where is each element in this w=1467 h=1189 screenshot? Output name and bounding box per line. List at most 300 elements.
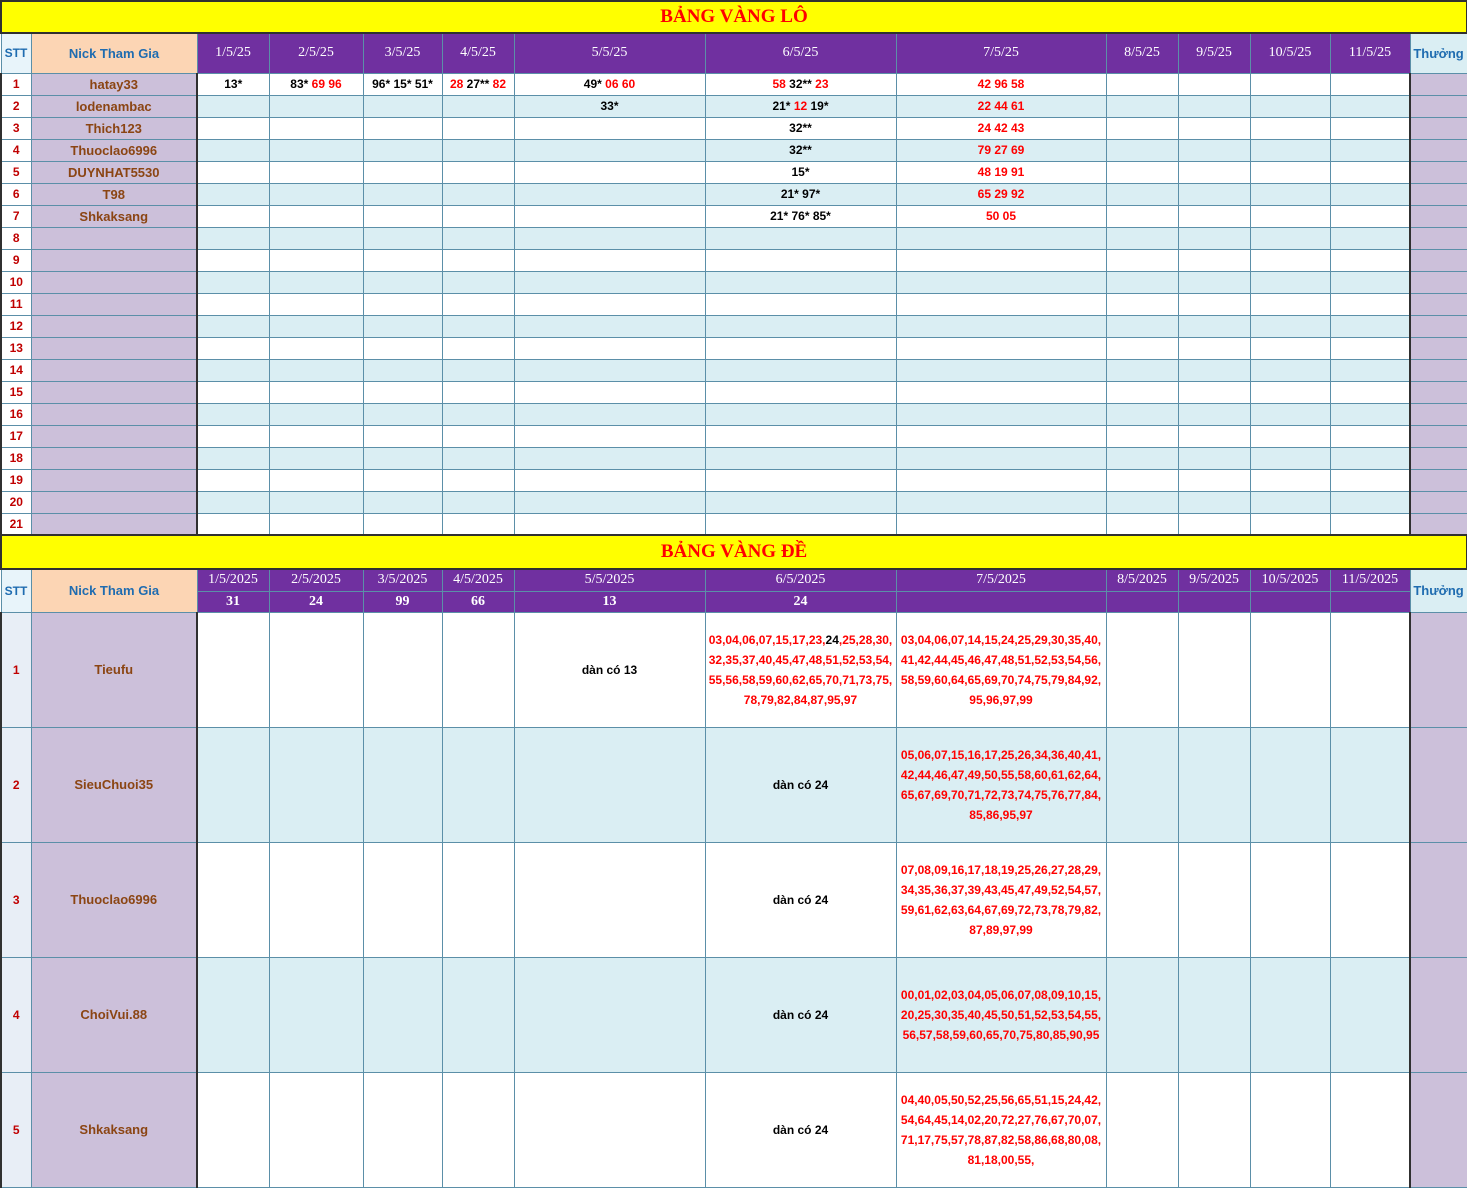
lo-cell[interactable] bbox=[442, 513, 514, 535]
number-black: 32** bbox=[789, 121, 812, 135]
lo-row-nick bbox=[31, 337, 197, 359]
lo-cell[interactable] bbox=[1250, 491, 1330, 513]
lo-cell[interactable] bbox=[363, 381, 442, 403]
lo-cell[interactable] bbox=[442, 425, 514, 447]
de-cell[interactable] bbox=[1178, 1072, 1250, 1187]
number-black: dàn có 24 bbox=[772, 1122, 829, 1137]
lo-cell[interactable] bbox=[705, 293, 896, 315]
lo-cell[interactable] bbox=[1106, 425, 1178, 447]
lo-cell[interactable] bbox=[1106, 491, 1178, 513]
lo-cell[interactable] bbox=[442, 161, 514, 183]
lo-cell[interactable] bbox=[896, 271, 1106, 293]
lo-cell[interactable] bbox=[1250, 73, 1330, 95]
lo-cell[interactable] bbox=[363, 73, 442, 95]
lo-cell[interactable] bbox=[363, 139, 442, 161]
de-cell[interactable] bbox=[896, 612, 1106, 727]
de-cell[interactable] bbox=[896, 727, 1106, 842]
lo-cell[interactable] bbox=[896, 381, 1106, 403]
lo-cell[interactable] bbox=[514, 139, 705, 161]
lo-cell[interactable] bbox=[442, 293, 514, 315]
lo-cell[interactable] bbox=[514, 205, 705, 227]
lo-row-stt: 1 bbox=[1, 73, 31, 95]
de-cell[interactable] bbox=[1330, 1072, 1410, 1187]
lo-cell[interactable] bbox=[1178, 337, 1250, 359]
lo-cell[interactable] bbox=[363, 293, 442, 315]
de-cell[interactable] bbox=[1106, 957, 1178, 1072]
lo-cell[interactable] bbox=[1250, 227, 1330, 249]
de-cell[interactable] bbox=[197, 957, 269, 1072]
lo-cell[interactable] bbox=[514, 249, 705, 271]
de-cell[interactable] bbox=[705, 727, 896, 842]
lo-cell[interactable] bbox=[269, 315, 363, 337]
lo-cell[interactable] bbox=[705, 403, 896, 425]
lo-cell[interactable] bbox=[514, 271, 705, 293]
lo-cell[interactable] bbox=[1250, 205, 1330, 227]
lo-cell[interactable] bbox=[896, 117, 1106, 139]
de-cell[interactable] bbox=[442, 842, 514, 957]
lo-cell[interactable] bbox=[705, 447, 896, 469]
lo-cell[interactable] bbox=[705, 381, 896, 403]
lo-cell[interactable] bbox=[197, 425, 269, 447]
lo-cell[interactable] bbox=[896, 73, 1106, 95]
lo-cell[interactable] bbox=[896, 95, 1106, 117]
de-cell[interactable] bbox=[442, 727, 514, 842]
lo-cell[interactable] bbox=[514, 337, 705, 359]
lo-cell[interactable] bbox=[1106, 381, 1178, 403]
lo-cell[interactable] bbox=[1330, 117, 1410, 139]
lo-cell[interactable] bbox=[197, 227, 269, 249]
lo-cell[interactable] bbox=[1178, 403, 1250, 425]
lo-cell[interactable] bbox=[896, 139, 1106, 161]
de-cell[interactable] bbox=[1250, 612, 1330, 727]
lo-cell[interactable] bbox=[705, 513, 896, 535]
lo-cell[interactable] bbox=[1330, 469, 1410, 491]
lo-cell[interactable] bbox=[442, 271, 514, 293]
de-cell[interactable] bbox=[705, 842, 896, 957]
lo-cell[interactable] bbox=[363, 95, 442, 117]
lo-cell[interactable] bbox=[197, 249, 269, 271]
de-cell[interactable] bbox=[442, 1072, 514, 1187]
de-cell[interactable] bbox=[1106, 842, 1178, 957]
lo-cell[interactable] bbox=[514, 359, 705, 381]
lo-cell[interactable] bbox=[896, 161, 1106, 183]
lo-cell[interactable] bbox=[896, 249, 1106, 271]
lo-cell[interactable] bbox=[1106, 161, 1178, 183]
lo-cell[interactable] bbox=[1178, 139, 1250, 161]
lo-cell[interactable] bbox=[269, 359, 363, 381]
lo-cell[interactable] bbox=[363, 359, 442, 381]
lo-cell[interactable] bbox=[1250, 447, 1330, 469]
lo-cell[interactable] bbox=[1178, 513, 1250, 535]
lo-cell[interactable] bbox=[1250, 381, 1330, 403]
lo-cell[interactable] bbox=[514, 425, 705, 447]
lo-cell[interactable] bbox=[1106, 337, 1178, 359]
de-cell[interactable] bbox=[269, 727, 363, 842]
lo-header-date: 10/5/25 bbox=[1250, 33, 1330, 73]
lo-cell[interactable] bbox=[514, 469, 705, 491]
de-cell[interactable] bbox=[1250, 727, 1330, 842]
de-cell[interactable] bbox=[363, 612, 442, 727]
lo-cell[interactable] bbox=[705, 73, 896, 95]
lo-row-stt: 14 bbox=[1, 359, 31, 381]
lo-cell[interactable] bbox=[1330, 249, 1410, 271]
de-cell[interactable] bbox=[197, 612, 269, 727]
lo-cell[interactable] bbox=[705, 425, 896, 447]
number-black: dàn có 24 bbox=[772, 777, 829, 792]
lo-cell[interactable] bbox=[269, 381, 363, 403]
lo-cell[interactable] bbox=[1106, 139, 1178, 161]
de-cell[interactable] bbox=[1330, 612, 1410, 727]
de-cell[interactable] bbox=[514, 957, 705, 1072]
lo-cell[interactable] bbox=[363, 469, 442, 491]
lo-cell[interactable] bbox=[363, 161, 442, 183]
lo-cell[interactable] bbox=[1178, 491, 1250, 513]
lo-cell[interactable] bbox=[1106, 183, 1178, 205]
lo-cell[interactable] bbox=[269, 73, 363, 95]
de-cell[interactable] bbox=[1330, 957, 1410, 1072]
lo-cell[interactable] bbox=[363, 227, 442, 249]
lo-cell[interactable] bbox=[896, 293, 1106, 315]
de-cell[interactable] bbox=[1106, 727, 1178, 842]
lo-cell[interactable] bbox=[442, 249, 514, 271]
lo-cell[interactable] bbox=[197, 469, 269, 491]
de-cell[interactable] bbox=[896, 1072, 1106, 1187]
de-cell[interactable] bbox=[1178, 612, 1250, 727]
lo-cell[interactable] bbox=[197, 491, 269, 513]
lo-cell[interactable] bbox=[269, 491, 363, 513]
lo-cell[interactable] bbox=[197, 381, 269, 403]
lo-cell[interactable] bbox=[896, 425, 1106, 447]
lo-cell[interactable] bbox=[514, 293, 705, 315]
lo-cell[interactable] bbox=[1250, 425, 1330, 447]
de-cell[interactable] bbox=[896, 842, 1106, 957]
lo-cell[interactable] bbox=[1330, 403, 1410, 425]
lo-cell[interactable] bbox=[363, 425, 442, 447]
lo-cell[interactable] bbox=[1250, 359, 1330, 381]
lo-cell[interactable] bbox=[197, 447, 269, 469]
lo-cell[interactable] bbox=[269, 183, 363, 205]
lo-row-stt: 18 bbox=[1, 447, 31, 469]
lo-cell[interactable] bbox=[363, 271, 442, 293]
lo-cell[interactable] bbox=[705, 249, 896, 271]
lo-cell[interactable] bbox=[1330, 95, 1410, 117]
lo-cell[interactable] bbox=[197, 315, 269, 337]
lo-cell[interactable] bbox=[705, 337, 896, 359]
de-cell[interactable] bbox=[442, 957, 514, 1072]
lo-cell[interactable] bbox=[363, 513, 442, 535]
de-cell[interactable] bbox=[363, 727, 442, 842]
de-cell[interactable] bbox=[1330, 727, 1410, 842]
lo-cell[interactable] bbox=[269, 337, 363, 359]
lo-cell[interactable] bbox=[514, 315, 705, 337]
lo-cell[interactable] bbox=[269, 271, 363, 293]
lo-cell[interactable] bbox=[442, 469, 514, 491]
lo-cell[interactable] bbox=[197, 513, 269, 535]
lo-cell[interactable] bbox=[705, 315, 896, 337]
lo-cell[interactable] bbox=[705, 271, 896, 293]
lo-cell[interactable] bbox=[1330, 337, 1410, 359]
de-row-nick: SieuChuoi35 bbox=[31, 727, 197, 842]
lo-cell[interactable] bbox=[363, 315, 442, 337]
de-cell[interactable] bbox=[197, 727, 269, 842]
lo-cell[interactable] bbox=[1250, 513, 1330, 535]
lo-cell[interactable] bbox=[896, 469, 1106, 491]
lo-cell[interactable] bbox=[1250, 139, 1330, 161]
lo-cell[interactable] bbox=[442, 381, 514, 403]
lo-cell[interactable] bbox=[269, 513, 363, 535]
lo-cell[interactable] bbox=[197, 359, 269, 381]
lo-cell[interactable] bbox=[1178, 359, 1250, 381]
lo-cell[interactable] bbox=[269, 139, 363, 161]
lo-cell[interactable] bbox=[514, 95, 705, 117]
lo-cell[interactable] bbox=[269, 161, 363, 183]
de-cell[interactable] bbox=[442, 612, 514, 727]
lo-cell[interactable] bbox=[514, 73, 705, 95]
lo-cell[interactable] bbox=[363, 447, 442, 469]
lo-cell[interactable] bbox=[705, 491, 896, 513]
lo-cell[interactable] bbox=[442, 205, 514, 227]
lo-cell[interactable] bbox=[705, 117, 896, 139]
lo-cell[interactable] bbox=[1106, 73, 1178, 95]
lo-cell[interactable] bbox=[1178, 271, 1250, 293]
de-cell[interactable] bbox=[1106, 612, 1178, 727]
lo-cell[interactable] bbox=[1178, 447, 1250, 469]
de-cell[interactable] bbox=[269, 957, 363, 1072]
lo-cell[interactable] bbox=[896, 205, 1106, 227]
lo-cell[interactable] bbox=[442, 227, 514, 249]
lo-row-bonus bbox=[1410, 249, 1467, 271]
lo-cell[interactable] bbox=[514, 403, 705, 425]
lo-cell[interactable] bbox=[896, 403, 1106, 425]
de-cell[interactable] bbox=[1106, 1072, 1178, 1187]
lo-cell[interactable] bbox=[269, 469, 363, 491]
de-cell[interactable] bbox=[705, 1072, 896, 1187]
lo-cell[interactable] bbox=[1178, 73, 1250, 95]
lo-cell[interactable] bbox=[1178, 183, 1250, 205]
lo-cell[interactable] bbox=[363, 183, 442, 205]
de-cell[interactable] bbox=[514, 727, 705, 842]
lo-cell[interactable] bbox=[1178, 249, 1250, 271]
lo-cell[interactable] bbox=[442, 139, 514, 161]
lo-cell[interactable] bbox=[514, 161, 705, 183]
lo-cell[interactable] bbox=[442, 491, 514, 513]
lo-row-bonus bbox=[1410, 315, 1467, 337]
de-cell[interactable] bbox=[514, 1072, 705, 1187]
lo-cell[interactable] bbox=[363, 491, 442, 513]
lo-cell[interactable] bbox=[1106, 293, 1178, 315]
lo-cell[interactable] bbox=[1250, 161, 1330, 183]
lo-cell[interactable] bbox=[1178, 469, 1250, 491]
lo-cell[interactable] bbox=[1106, 249, 1178, 271]
lo-cell[interactable] bbox=[1330, 139, 1410, 161]
lo-cell[interactable] bbox=[1250, 183, 1330, 205]
lo-cell[interactable] bbox=[1330, 491, 1410, 513]
lo-cell[interactable] bbox=[896, 183, 1106, 205]
lo-cell[interactable] bbox=[363, 337, 442, 359]
lo-cell[interactable] bbox=[1106, 469, 1178, 491]
lo-cell[interactable] bbox=[269, 425, 363, 447]
lo-cell[interactable] bbox=[1178, 227, 1250, 249]
de-cell[interactable] bbox=[705, 957, 896, 1072]
lo-cell[interactable] bbox=[442, 447, 514, 469]
lo-cell[interactable] bbox=[896, 447, 1106, 469]
lo-cell[interactable] bbox=[896, 513, 1106, 535]
de-cell[interactable] bbox=[197, 1072, 269, 1187]
lo-cell[interactable] bbox=[363, 117, 442, 139]
lo-cell[interactable] bbox=[1250, 337, 1330, 359]
lo-cell[interactable] bbox=[705, 205, 896, 227]
lo-cell[interactable] bbox=[1178, 425, 1250, 447]
de-cell[interactable] bbox=[197, 842, 269, 957]
lo-cell[interactable] bbox=[197, 139, 269, 161]
lo-cell[interactable] bbox=[197, 293, 269, 315]
lo-cell[interactable] bbox=[269, 227, 363, 249]
lo-cell[interactable] bbox=[363, 403, 442, 425]
de-cell[interactable] bbox=[269, 842, 363, 957]
lo-cell[interactable] bbox=[514, 513, 705, 535]
de-cell[interactable] bbox=[514, 612, 705, 727]
lo-cell[interactable] bbox=[1178, 381, 1250, 403]
lo-cell[interactable] bbox=[442, 359, 514, 381]
lo-cell[interactable] bbox=[1330, 293, 1410, 315]
lo-cell[interactable] bbox=[1250, 293, 1330, 315]
lo-cell[interactable] bbox=[514, 117, 705, 139]
lo-cell[interactable] bbox=[269, 117, 363, 139]
lo-cell[interactable] bbox=[1106, 513, 1178, 535]
lo-cell[interactable] bbox=[1106, 359, 1178, 381]
lo-cell[interactable] bbox=[269, 293, 363, 315]
lo-cell[interactable] bbox=[197, 73, 269, 95]
lo-cell[interactable] bbox=[1106, 227, 1178, 249]
lo-cell[interactable] bbox=[1330, 183, 1410, 205]
de-cell[interactable] bbox=[1250, 1072, 1330, 1187]
lo-cell[interactable] bbox=[705, 359, 896, 381]
de-cell[interactable] bbox=[1250, 842, 1330, 957]
lo-cell[interactable] bbox=[514, 381, 705, 403]
lo-cell[interactable] bbox=[896, 315, 1106, 337]
lo-cell[interactable] bbox=[1330, 205, 1410, 227]
lo-cell[interactable] bbox=[514, 183, 705, 205]
lo-cell[interactable] bbox=[1330, 425, 1410, 447]
de-cell[interactable] bbox=[1178, 957, 1250, 1072]
de-cell[interactable] bbox=[1330, 842, 1410, 957]
lo-cell[interactable] bbox=[1250, 271, 1330, 293]
lo-cell[interactable] bbox=[1106, 315, 1178, 337]
lo-cell[interactable] bbox=[705, 95, 896, 117]
lo-cell[interactable] bbox=[896, 227, 1106, 249]
lo-cell[interactable] bbox=[1330, 381, 1410, 403]
lo-cell[interactable] bbox=[1330, 447, 1410, 469]
lo-cell[interactable] bbox=[442, 403, 514, 425]
lo-cell[interactable] bbox=[442, 315, 514, 337]
lo-cell[interactable] bbox=[363, 205, 442, 227]
lo-cell[interactable] bbox=[705, 139, 896, 161]
lo-cell[interactable] bbox=[269, 205, 363, 227]
lo-cell[interactable] bbox=[514, 447, 705, 469]
lo-cell[interactable] bbox=[1330, 161, 1410, 183]
lo-cell[interactable] bbox=[442, 73, 514, 95]
lo-cell[interactable] bbox=[442, 95, 514, 117]
lo-cell[interactable] bbox=[514, 491, 705, 513]
lo-cell[interactable] bbox=[1250, 315, 1330, 337]
lo-cell[interactable] bbox=[1106, 403, 1178, 425]
lo-cell[interactable] bbox=[442, 117, 514, 139]
lo-cell[interactable] bbox=[1106, 271, 1178, 293]
lo-cell[interactable] bbox=[197, 271, 269, 293]
lo-cell[interactable] bbox=[442, 183, 514, 205]
de-cell[interactable] bbox=[1178, 842, 1250, 957]
lo-cell[interactable] bbox=[1250, 403, 1330, 425]
lo-cell[interactable] bbox=[363, 249, 442, 271]
lo-cell[interactable] bbox=[1330, 227, 1410, 249]
lo-cell[interactable] bbox=[1330, 513, 1410, 535]
lo-cell[interactable] bbox=[442, 337, 514, 359]
lo-cell[interactable] bbox=[197, 117, 269, 139]
lo-cell[interactable] bbox=[1178, 161, 1250, 183]
lo-cell[interactable] bbox=[1106, 205, 1178, 227]
lo-cell[interactable] bbox=[1106, 117, 1178, 139]
lo-cell[interactable] bbox=[269, 249, 363, 271]
lo-cell[interactable] bbox=[1330, 359, 1410, 381]
lo-cell[interactable] bbox=[197, 337, 269, 359]
lo-cell[interactable] bbox=[1178, 315, 1250, 337]
lo-cell[interactable] bbox=[269, 95, 363, 117]
lo-cell[interactable] bbox=[197, 403, 269, 425]
lo-row-nick: T98 bbox=[31, 183, 197, 205]
bang-vang-de-table bbox=[0, 534, 1467, 1188]
lo-cell[interactable] bbox=[896, 491, 1106, 513]
lo-cell[interactable] bbox=[197, 205, 269, 227]
lo-cell[interactable] bbox=[1178, 205, 1250, 227]
lo-cell[interactable] bbox=[514, 227, 705, 249]
de-cell[interactable] bbox=[363, 957, 442, 1072]
de-cell[interactable] bbox=[269, 612, 363, 727]
lo-cell[interactable] bbox=[269, 447, 363, 469]
de-cell[interactable] bbox=[1250, 957, 1330, 1072]
lo-cell[interactable] bbox=[1106, 447, 1178, 469]
lo-cell[interactable] bbox=[1250, 249, 1330, 271]
lo-cell[interactable] bbox=[1250, 95, 1330, 117]
lo-cell[interactable] bbox=[1250, 469, 1330, 491]
lo-cell[interactable] bbox=[1330, 271, 1410, 293]
lo-cell[interactable] bbox=[705, 227, 896, 249]
lo-cell[interactable] bbox=[197, 183, 269, 205]
lo-cell[interactable] bbox=[896, 337, 1106, 359]
de-cell[interactable] bbox=[514, 842, 705, 957]
lo-cell[interactable] bbox=[896, 359, 1106, 381]
de-cell[interactable] bbox=[269, 1072, 363, 1187]
de-cell[interactable] bbox=[363, 842, 442, 957]
lo-cell[interactable] bbox=[197, 161, 269, 183]
lo-cell[interactable] bbox=[705, 183, 896, 205]
lo-cell[interactable] bbox=[1330, 73, 1410, 95]
lo-cell[interactable] bbox=[1106, 95, 1178, 117]
lo-cell[interactable] bbox=[197, 95, 269, 117]
de-cell[interactable] bbox=[705, 612, 896, 727]
lo-cell[interactable] bbox=[705, 469, 896, 491]
de-cell[interactable] bbox=[1178, 727, 1250, 842]
lo-cell[interactable] bbox=[1178, 117, 1250, 139]
lo-cell[interactable] bbox=[705, 161, 896, 183]
de-cell[interactable] bbox=[363, 1072, 442, 1187]
de-title: BẢNG VÀNG ĐỀ bbox=[1, 535, 1467, 569]
de-cell[interactable] bbox=[896, 957, 1106, 1072]
lo-cell[interactable] bbox=[1330, 315, 1410, 337]
lo-cell[interactable] bbox=[1250, 117, 1330, 139]
lo-cell[interactable] bbox=[1178, 293, 1250, 315]
lo-cell[interactable] bbox=[1178, 95, 1250, 117]
lo-cell[interactable] bbox=[269, 403, 363, 425]
